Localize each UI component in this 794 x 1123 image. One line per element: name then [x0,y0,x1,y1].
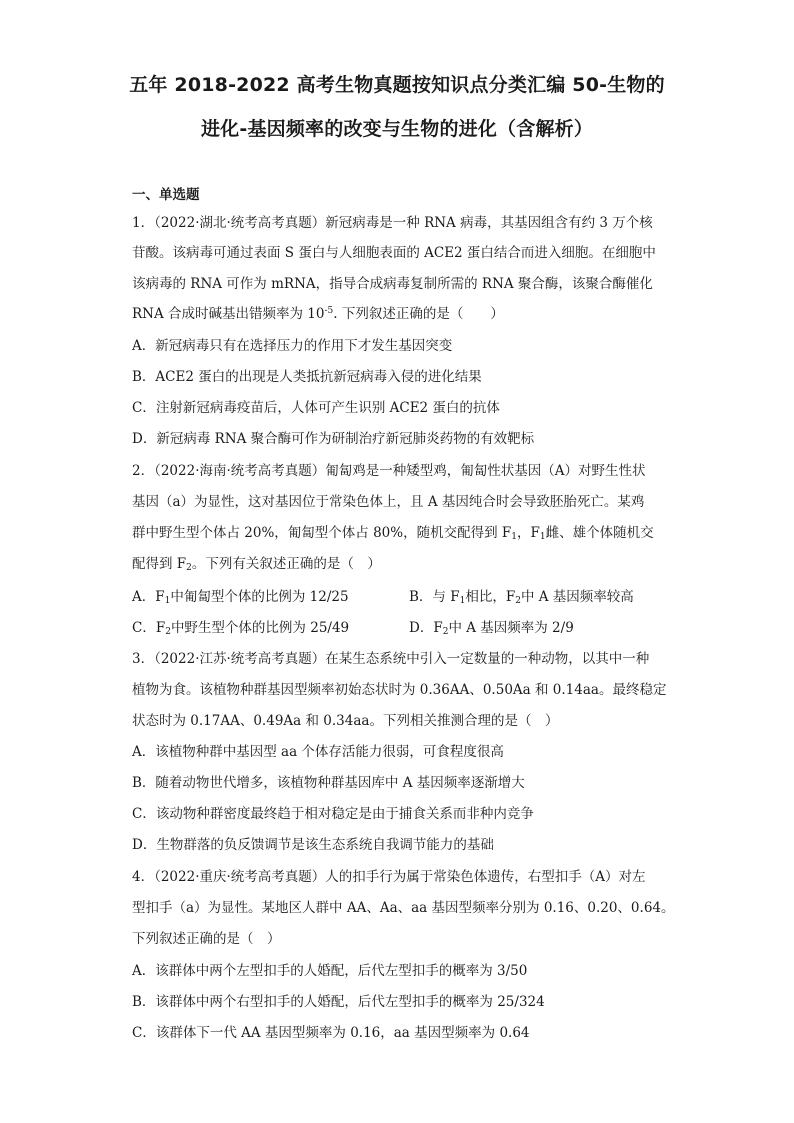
q2-text: ，F [517,525,540,541]
q4-stem-line-3: 下列叙述正确的是（ ） [132,931,281,947]
q2-text: 群中野生型个体占 20%，匍匐型个体占 80%，随机交配得到 F [132,525,512,541]
q4-option-b: B．该群体中两个右型扣手的人婚配，后代左型扣手的概率为 25/324 [132,994,545,1010]
q1-stem-text-end: . 下列叙述正确的是（ ） [333,306,504,322]
q2-subscript: 2 [186,563,192,573]
q2-option-text: 中 A 基因频率较高 [520,589,634,605]
document-title-line-2: 进化-基因频率的改变与生物的进化（含解析） [200,118,594,140]
q2-option-text: 中匍匐型个体的比例为 12/25 [170,589,349,605]
q4-stem-line-1: 4．（2022·重庆·统考高考真题）人的扣手行为属于常染色体遗传，右型扣手（A）对左 [132,869,646,885]
q2-option-text: C．F [132,620,166,636]
q1-exponent: -5 [324,306,334,316]
q4-option-c: C．该群体下一代 AA 基因型频率为 0.16，aa 基因型频率为 0.64 [132,1025,530,1041]
q1-stem-text: RNA 合成时碱基出错频率为 10 [132,306,325,322]
q1-stem-line-4 [132,306,504,322]
q2-option-a [132,589,349,605]
q1-stem-line-1: 1．（2022·湖北·统考高考真题）新冠病毒是一种 RNA 病毒，其基因组含有约 3 万个核 [132,215,653,231]
q2-option-c [132,620,349,636]
q3-option-c: C．该动物种群密度最终趋于相对稳定是由于捕食关系而非种内竞争 [132,806,534,822]
q3-option-d: D．生物群落的负反馈调节是该生态系统自我调节能力的基础 [132,837,494,853]
q2-option-b [409,589,634,605]
q2-text: 雌、雄个体随机交 [545,525,654,541]
q2-stem-line-2: 基因（a）为显性，这对基因位于常染色体上，且 A 基因纯合时会导致胚胎死亡。某鸡 [132,494,645,510]
q1-stem-line-2: 苷酸。该病毒可通过表面 S 蛋白与人细胞表面的 ACE2 蛋白结合而进入细胞。在细胞中 [132,245,656,261]
q2-stem-line-1: 2．（2022·海南·统考高考真题）匍匐鸡是一种矮型鸡，匍匐性状基因（A）对野生性状 [132,463,646,479]
section-heading: 一、单选题 [132,187,200,203]
q2-option-text: 中野生型个体的比例为 25/49 [170,620,350,636]
q2-subscript: 2 [515,596,521,606]
q2-text: 配得到 F [132,556,187,572]
q2-stem-line-4 [132,556,381,572]
q2-option-text: A．F [132,589,165,605]
q1-option-b: B．ACE2 蛋白的出现是人类抵抗新冠病毒入侵的进化结果 [132,369,482,385]
q2-option-text: 相比，F [465,589,516,605]
q4-option-a: A．该群体中两个左型扣手的人婚配，后代左型扣手的概率为 3/50 [132,963,528,979]
q2-text: 。下列有关叙述正确的是（ ） [191,556,381,572]
q2-stem-line-3 [132,525,654,541]
q2-subscript: 2 [165,627,171,637]
q2-subscript: 1 [164,596,171,606]
q2-subscript: 1 [539,532,546,542]
q1-option-a: A．新冠病毒只有在选择压力的作用下才发生基因突变 [132,338,453,354]
q2-option-text: D．F [409,620,443,636]
q4-stem-line-2: 型扣手（a）为显性。某地区人群中 AA、Aa、aa 基因型频率分别为 0.16、0.20、0.64。 [132,900,675,916]
q2-subscript: 1 [511,532,517,542]
q1-option-d: D．新冠病毒 RNA 聚合酶可作为研制治疗新冠肺炎药物的有效靶标 [132,431,535,447]
q2-option-d [409,620,574,636]
q3-option-b: B．随着动物世代增多，该植物种群基因库中 A 基因频率逐渐增大 [132,775,525,791]
q3-stem-line-2: 植物为食。该植物种群基因型频率初始态状时为 0.36AA、0.50Aa 和 0.14aa。最终稳定 [132,682,667,698]
q2-subscript: 1 [459,596,466,606]
q3-option-a: A．该植物种群中基因型 aa 个体存活能力很弱，可食程度很高 [132,744,504,760]
q2-subscript: 2 [442,627,449,637]
q1-option-c: C．注射新冠病毒疫苗后，人体可产生识别 ACE2 蛋白的抗体 [132,400,500,416]
q3-stem-line-3: 状态时为 0.17AA、0.49Aa 和 0.34aa。下列相关推测合理的是（ ） [132,713,559,729]
document-title-line-1: 五年 2018-2022 高考生物真题按知识点分类汇编 50-生物的 [129,74,665,96]
q1-stem-line-3: 该病毒的 RNA 可作为 mRNA，指导合成病毒复制所需的 RNA 聚合酶，该聚合酶催化 [132,276,653,292]
q2-option-text: B．与 F [409,589,460,605]
q3-stem-line-1: 3．（2022·江苏·统考高考真题）在某生态系统中引入一定数量的一种动物，以其中一种 [132,651,650,667]
q2-option-text: 中 A 基因频率为 2/9 [448,620,574,636]
